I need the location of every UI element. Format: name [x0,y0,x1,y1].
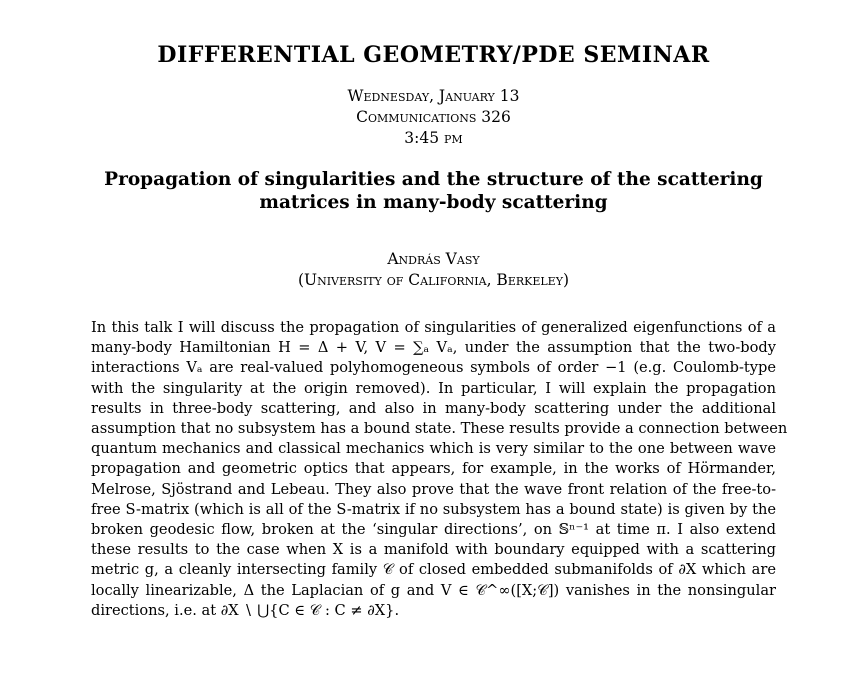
abstract-text [91,318,788,621]
abstract-line: results in three-body scattering, and also in many-body scattering under the additional [91,399,776,417]
abstract-line: Melrose, Sjöstrand and Lebeau. They also prove that the wave front relation of the free-to- [91,480,776,498]
seminar-time-suffix: pm [444,129,463,147]
abstract-line: broken geodesic flow, broken at the ‘singular directions’, on 𝕊ⁿ⁻¹ at time π. I also extend [91,521,776,539]
abstract-line: locally linearizable, Δ the Laplacian of g and V ∈ 𝒞^∞([X;𝒞]) vanishes in the nonsingular [91,581,776,599]
speaker-name: András Vasy [387,250,480,268]
seminar-date: Wednesday, January 13 [347,87,520,105]
abstract-line: interactions Vₐ are real-valued polyhomogeneous symbols of order −1 (e.g. Coulomb-type [91,359,776,377]
abstract-line: directions, i.e. at ∂X ∖ ⋃{C ∈ 𝒞 : C ≠ ∂X}. [91,601,400,619]
abstract-line: with the singularity at the origin removed). In particular, I will explain the propagation [91,379,776,397]
abstract-line: many-body Hamiltonian H = Δ + V, V = ∑ₐ Vₐ, under the assumption that the two-body [91,339,776,357]
talk-title [60,168,807,214]
abstract-line: assumption that no subsystem has a bound state. These results provide a connection between [91,420,788,438]
seminar-time-number: 3:45 [404,129,440,147]
abstract-line: quantum mechanics and classical mechanics which is very similar to the one between wave [91,440,776,458]
abstract-line: In this talk I will discuss the propagation of singularities of generalized eigenfunctions of a [91,319,776,336]
abstract-line: propagation and geometric optics that appears, for example, in the works of Hörmander, [91,460,776,478]
talk-title-line-2: matrices in many-body scattering [259,192,608,213]
seminar-location: Communications 326 [356,108,511,126]
seminar-time [0,128,867,149]
speaker-affiliation: (University of California, Berkeley) [297,271,570,289]
seminar-title: DIFFERENTIAL GEOMETRY/PDE SEMINAR [157,42,710,68]
talk-title-line-1: Propagation of singularities and the structure of the scattering [104,169,763,190]
abstract-line: free S-matrix (which is all of the S-matrix if no subsystem has a bound state) is given by the [91,500,776,518]
abstract-line: metric g, a cleanly intersecting family 𝒞 of closed embedded submanifolds of ∂X which are [91,561,776,579]
abstract-line: these results to the case when X is a manifold with boundary equipped with a scattering [91,541,776,559]
